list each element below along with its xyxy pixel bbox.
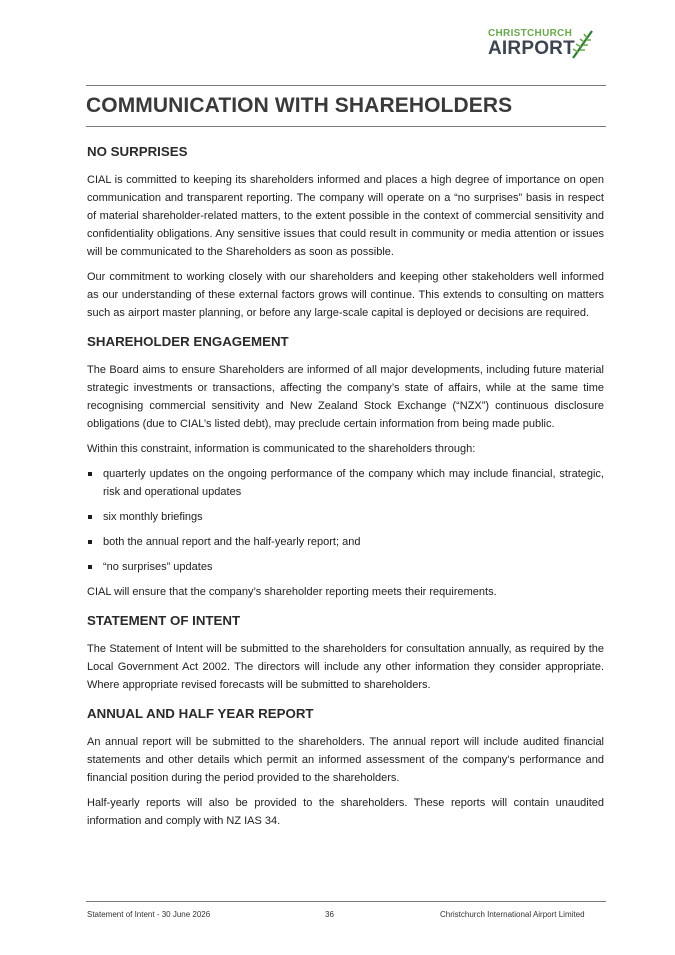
list-item: both the annual report and the half-yearly report; and: [87, 533, 604, 551]
fern-leaf-icon: [570, 28, 596, 62]
section-heading: SHAREHOLDER ENGAGEMENT: [87, 334, 289, 349]
paragraph: The Statement of Intent will be submitted to the shareholders for consultation annually, as required by the Local Government Act 2002. The directors will include any other information they consider appropriate. Where appropriate revised forecasts will be submitted to shareholders.: [87, 643, 604, 691]
logo-top-text: CHRISTCHURCH: [488, 28, 573, 39]
section-statement-of-intent: [87, 612, 604, 694]
paragraph: Half-yearly reports will also be provided to the shareholders. These reports will contain unaudited information and comply with NZ IAS 34.: [87, 797, 604, 827]
title-bottom-rule: [86, 126, 606, 127]
title-top-rule: [86, 85, 606, 86]
section-heading: NO SURPRISES: [87, 144, 188, 159]
paragraph: The Board aims to ensure Shareholders are informed of all major developments, including future material strategic investments or transactions, affecting the company’s state of affairs, while at the same time recognising commercial sensitivity and New Zealand Stock Exchange (“NZX”) continuous disclosure obligations (due to CIAL’s listed debt), may preclude certain information from being made public.: [87, 364, 604, 430]
bullet-list: [87, 465, 604, 576]
paragraph: Our commitment to working closely with our shareholders and keeping other stakeholders well informed as our understanding of these external factors grows will continue. This extends to consulting on matters such as airport master planning, or before any large-scale capital is deployed or decisions are required.: [87, 271, 604, 319]
section-no-surprises: [87, 143, 604, 322]
footer-rule: [86, 901, 606, 902]
section-heading: STATEMENT OF INTENT: [87, 613, 241, 628]
footer-left: Statement of Intent - 30 June 2026: [87, 910, 211, 919]
section-shareholder-engagement: [87, 333, 604, 601]
page-title: COMMUNICATION WITH SHAREHOLDERS: [86, 94, 513, 117]
page-number: 36: [325, 910, 334, 919]
paragraph: CIAL is committed to keeping its shareholders informed and places a high degree of importance on open communication and transparent reporting. The company will operate on a “no surprises” basis in respect of material shareholder-related matters, to the extent possible in the context of commercial sensitivity and confidentiality obligations. Any sensitive issues that could result in community or media attention or issues will be communicated to the Shareholders as soon as possible.: [87, 174, 604, 258]
list-item: quarterly updates on the ongoing performance of the company which may include financial, strategic, risk and operational updates: [87, 465, 604, 501]
section-heading: ANNUAL AND HALF YEAR REPORT: [87, 706, 314, 721]
paragraph: CIAL will ensure that the company’s shareholder reporting meets their requirements.: [87, 586, 497, 598]
list-item: six monthly briefings: [87, 508, 604, 526]
paragraph: An annual report will be submitted to the shareholders. The annual report will include audited financial statements and other details which permit an informed assessment of the company's performance and financial position during the period provided to the shareholders.: [87, 736, 604, 784]
logo-main-text: AIRPORT: [488, 38, 575, 59]
paragraph: Within this constraint, information is communicated to the shareholders through:: [87, 443, 476, 455]
footer-right: Christchurch International Airport Limited: [440, 910, 585, 919]
list-item: “no surprises” updates: [87, 558, 604, 576]
christchurch-airport-logo: [480, 24, 600, 64]
section-annual-report: [87, 705, 604, 830]
page-content: [87, 143, 604, 837]
